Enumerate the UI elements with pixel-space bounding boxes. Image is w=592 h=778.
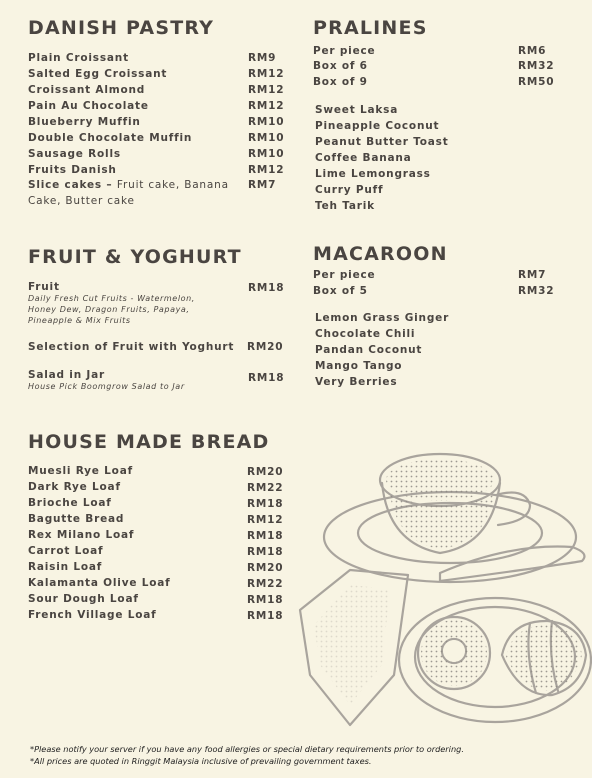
bread-item-price: RM12	[247, 514, 284, 526]
coffee-and-pastry-illustration	[290, 425, 592, 745]
bread-item-price: RM20	[247, 466, 284, 478]
pralines-price-label: Per piece	[313, 45, 376, 57]
macaroon-price: RM7	[518, 269, 547, 281]
pralines-price: RM32	[518, 60, 555, 72]
menu-item-price: RM7	[248, 179, 277, 191]
macaroon-flavour: Mango Tango	[315, 360, 403, 372]
menu-item-price: RM12	[248, 84, 285, 96]
bread-item-name: Brioche Loaf	[28, 497, 112, 509]
menu-item-price: RM9	[248, 52, 277, 64]
menu-item-name: Double Chocolate Muffin	[28, 132, 193, 144]
bread-item-name: Muesli Rye Loaf	[28, 465, 133, 477]
fruit-desc-line: Daily Fresh Cut Fruits - Watermelon,	[28, 294, 195, 303]
praline-flavour: Curry Puff	[315, 184, 384, 196]
praline-flavour: Teh Tarik	[315, 200, 375, 212]
bread-item-name: Rex Milano Loaf	[28, 529, 135, 541]
menu-item-name: Fruits Danish	[28, 164, 117, 176]
allergy-note: *Please notify your server if you have any food allergies or special dietary requirements prior to ordering.	[30, 744, 464, 754]
yoghurt-item-price: RM20	[247, 341, 284, 353]
slice-cakes-desc: Fruit cake, Banana	[116, 179, 229, 191]
fruit-item-name: Fruit	[28, 281, 60, 293]
bread-item-name: Carrot Loaf	[28, 545, 104, 557]
macaroon-price: RM32	[518, 285, 555, 297]
slice-cakes-name: Slice cakes –	[28, 179, 113, 191]
pralines-price: RM50	[518, 76, 555, 88]
menu-item-name: Salted Egg Croissant	[28, 68, 168, 80]
praline-flavour: Peanut Butter Toast	[315, 136, 449, 148]
yoghurt-item-name: Selection of Fruit with Yoghurt	[28, 341, 235, 353]
pralines-price: RM6	[518, 45, 547, 57]
pralines-heading: PRALINES	[313, 17, 428, 39]
slice-cakes-item	[28, 179, 229, 191]
macaroon-flavour: Chocolate Chili	[315, 328, 416, 340]
bread-item-price: RM18	[247, 594, 284, 606]
menu-item-name: Plain Croissant	[28, 52, 129, 64]
praline-flavour: Coffee Banana	[315, 152, 412, 164]
praline-flavour: Lime Lemongrass	[315, 168, 431, 180]
fruit-item-desc	[28, 293, 195, 326]
bread-item-price: RM20	[247, 562, 284, 574]
bread-item-price: RM22	[247, 578, 284, 590]
bread-item-price: RM18	[247, 530, 284, 542]
bread-item-name: Dark Rye Loaf	[28, 481, 121, 493]
bread-item-name: French Village Loaf	[28, 609, 157, 621]
bread-item-name: Kalamanta Olive Loaf	[28, 577, 171, 589]
menu-item-price: RM10	[248, 132, 285, 144]
bread-item-price: RM18	[247, 498, 284, 510]
bread-item-price: RM18	[247, 610, 284, 622]
menu-item-price: RM12	[248, 164, 285, 176]
house-bread-heading: HOUSE MADE BREAD	[28, 431, 270, 453]
danish-pastry-heading: DANISH PASTRY	[28, 17, 215, 39]
pralines-price-label: Box of 6	[313, 60, 368, 72]
salad-jar-desc: House Pick Boomgrow Salad to Jar	[28, 382, 185, 391]
macaroon-price-label: Per piece	[313, 269, 376, 281]
bread-item-name: Bagutte Bread	[28, 513, 125, 525]
menu-item-name: Pain Au Chocolate	[28, 100, 149, 112]
macaroon-flavour: Pandan Coconut	[315, 344, 423, 356]
menu-item-price: RM10	[248, 148, 285, 160]
menu-item-price: RM10	[248, 116, 285, 128]
praline-flavour: Sweet Laksa	[315, 104, 399, 116]
salad-jar-price: RM18	[248, 372, 285, 384]
macaroon-price-label: Box of 5	[313, 285, 368, 297]
praline-flavour: Pineapple Coconut	[315, 120, 440, 132]
menu-item-price: RM12	[248, 68, 285, 80]
macaroon-flavour: Lemon Grass Ginger	[315, 312, 450, 324]
macaroon-flavour: Very Berries	[315, 376, 398, 388]
menu-item-name: Sausage Rolls	[28, 148, 121, 160]
macaroon-heading: MACAROON	[313, 243, 448, 265]
fruit-item-price: RM18	[248, 282, 285, 294]
fruit-desc-line: Pineapple & Mix Fruits	[28, 316, 131, 325]
bread-item-name: Sour Dough Loaf	[28, 593, 139, 605]
menu-item-name: Blueberry Muffin	[28, 116, 141, 128]
bread-item-price: RM22	[247, 482, 284, 494]
pralines-price-label: Box of 9	[313, 76, 368, 88]
price-note: *All prices are quoted in Ringgit Malaysia inclusive of prevailing government taxes.	[30, 756, 372, 766]
fruit-yoghurt-heading: FRUIT & YOGHURT	[28, 246, 242, 268]
bread-item-price: RM18	[247, 546, 284, 558]
bread-item-name: Raisin Loaf	[28, 561, 103, 573]
slice-cakes-desc-line2: Cake, Butter cake	[28, 195, 135, 207]
fruit-desc-line: Honey Dew, Dragon Fruits, Papaya,	[28, 305, 190, 314]
salad-jar-name: Salad in Jar	[28, 369, 106, 381]
menu-item-price: RM12	[248, 100, 285, 112]
menu-item-name: Croissant Almond	[28, 84, 146, 96]
